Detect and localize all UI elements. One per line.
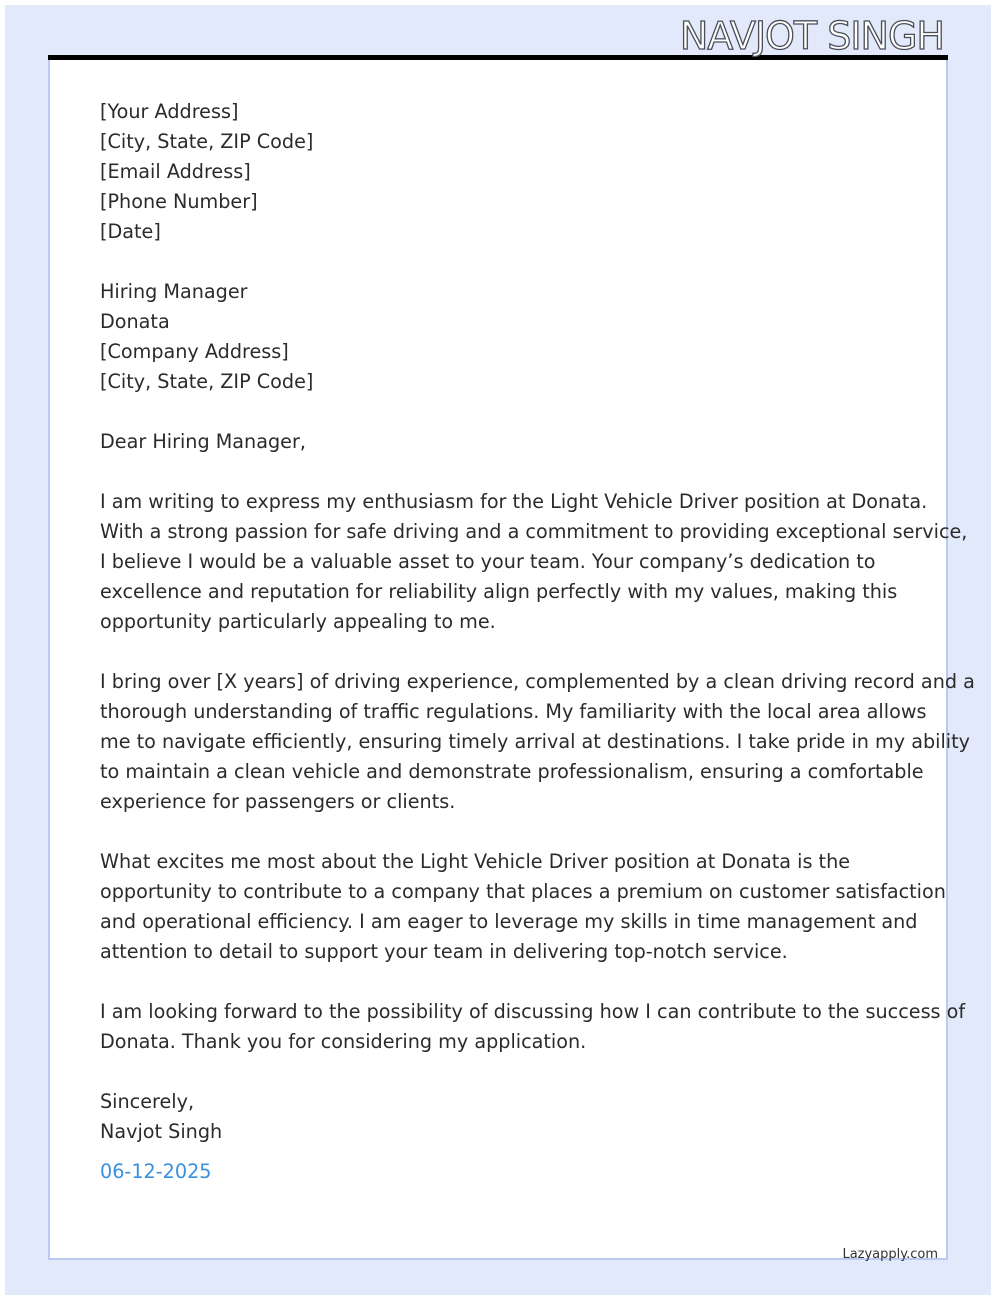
spacer	[100, 397, 900, 427]
closing-block	[100, 1087, 900, 1187]
body-line: I bring over [X years] of driving experience, complemented by a clean driving record and a	[100, 670, 975, 693]
body-paragraph-4	[100, 997, 966, 1057]
recipient-title: Hiring Manager	[100, 280, 248, 303]
body-line: experience for passengers or clients.	[100, 790, 456, 813]
body-line: excellence and reputation for reliability align perfectly with my values, making this	[100, 580, 898, 603]
watermark: Lazyapply.com	[842, 1247, 938, 1262]
sender-phone: [Phone Number]	[100, 190, 258, 213]
recipient-address: [Company Address]	[100, 340, 289, 363]
spacer	[100, 1057, 900, 1087]
body-line: and operational efficiency. I am eager to leverage my skills in time management and	[100, 910, 918, 933]
body-line: to maintain a clean vehicle and demonstrate professionalism, ensuring a comfortable	[100, 760, 924, 783]
letter-date: 06-12-2025	[100, 1160, 212, 1183]
sender-city-state-zip: [City, State, ZIP Code]	[100, 130, 314, 153]
signature-name: Navjot Singh	[100, 1120, 223, 1143]
sender-email: [Email Address]	[100, 160, 251, 183]
body-line: What excites me most about the Light Vehicle Driver position at Donata is the	[100, 850, 851, 873]
body-line: With a strong passion for safe driving and a commitment to providing exceptional service,	[100, 520, 968, 543]
body-paragraph-2	[100, 667, 975, 817]
body-line: Donata. Thank you for considering my application.	[100, 1030, 587, 1053]
body-line: I am looking forward to the possibility of discussing how I can contribute to the success of	[100, 1000, 966, 1023]
spacer	[100, 637, 900, 667]
body-paragraph-3	[100, 847, 946, 967]
sender-date: [Date]	[100, 220, 161, 243]
body-line: attention to detail to support your team in delivering top-notch service.	[100, 940, 788, 963]
spacer	[100, 457, 900, 487]
spacer	[100, 247, 900, 277]
body-line: I believe I would be a valuable asset to your team. Your company’s dedication to	[100, 550, 876, 573]
spacer	[100, 817, 900, 847]
recipient-company: Donata	[100, 310, 170, 333]
body-line: thorough understanding of traffic regulations. My familiarity with the local area allows	[100, 700, 927, 723]
body-line: I am writing to express my enthusiasm for the Light Vehicle Driver position at Donata.	[100, 490, 928, 513]
sender-address: [Your Address]	[100, 100, 239, 123]
recipient-block	[100, 277, 900, 397]
applicant-name-heading: NAVJOT SINGH	[679, 14, 944, 58]
spacer	[100, 967, 900, 997]
sender-block	[100, 97, 900, 247]
cover-letter	[100, 97, 975, 1187]
body-paragraph-1	[100, 487, 968, 637]
valediction: Sincerely,	[100, 1090, 195, 1113]
body-line: opportunity particularly appealing to me.	[100, 610, 496, 633]
salutation: Dear Hiring Manager,	[100, 430, 306, 453]
body-line: me to navigate efficiently, ensuring timely arrival at destinations. I take pride in my ability	[100, 730, 971, 753]
body-line: opportunity to contribute to a company that places a premium on customer satisfaction	[100, 880, 946, 903]
recipient-city-state-zip: [City, State, ZIP Code]	[100, 370, 314, 393]
